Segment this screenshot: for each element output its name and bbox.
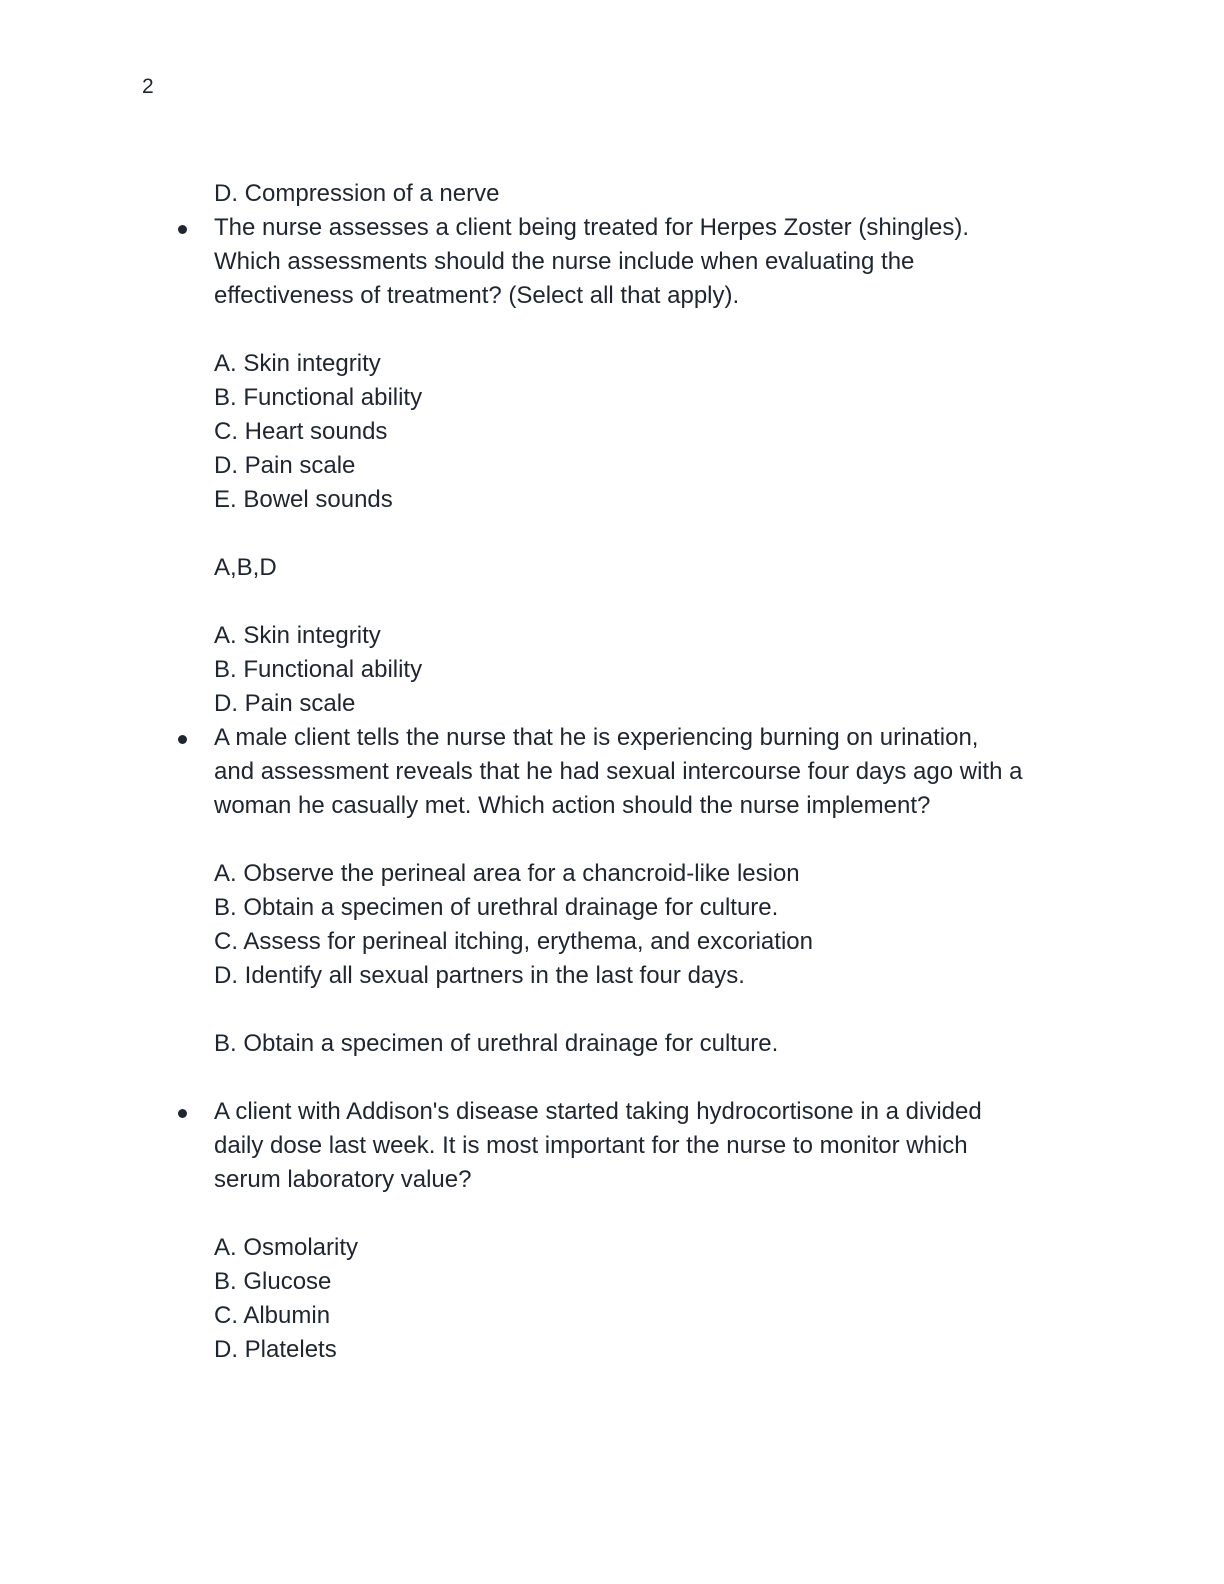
- option-line: C. Heart sounds: [214, 418, 388, 445]
- option-line: A. Observe the perineal area for a chancroid-like lesion: [214, 860, 800, 887]
- bullet-icon: [178, 735, 187, 744]
- document-body: [214, 177, 1094, 1367]
- page-number: 2: [142, 75, 154, 98]
- option-line: D. Platelets: [214, 1336, 337, 1363]
- option-line: D. Pain scale: [214, 452, 356, 479]
- answer-line: B. Obtain a specimen of urethral drainage for culture.: [214, 1030, 779, 1057]
- question-stem-line: woman he casually met. Which action should the nurse implement?: [214, 792, 931, 819]
- option-line: D. Compression of a nerve: [214, 180, 500, 207]
- option-line: D. Identify all sexual partners in the last four days.: [214, 962, 745, 989]
- bullet-icon: [178, 225, 187, 234]
- option-line: B. Functional ability: [214, 384, 423, 411]
- answer-line: A,B,D: [214, 554, 277, 581]
- option-line: A. Osmolarity: [214, 1234, 359, 1261]
- option-line: A. Skin integrity: [214, 350, 381, 377]
- question-stem-line: A client with Addison's disease started taking hydrocortisone in a divided: [214, 1098, 982, 1125]
- option-line: B. Glucose: [214, 1268, 332, 1295]
- question-stem-line: A male client tells the nurse that he is experiencing burning on urination,: [214, 724, 979, 751]
- question-stem-line: The nurse assesses a client being treated for Herpes Zoster (shingles).: [214, 214, 970, 241]
- question-stem-line: daily dose last week. It is most important for the nurse to monitor which: [214, 1132, 968, 1159]
- question-stem-line: serum laboratory value?: [214, 1166, 472, 1193]
- question-stem-line: effectiveness of treatment? (Select all that apply).: [214, 282, 740, 309]
- option-line: E. Bowel sounds: [214, 486, 393, 513]
- bullet-icon: [178, 1109, 187, 1118]
- question-1: [214, 211, 1094, 721]
- answer-detail-line: D. Pain scale: [214, 690, 356, 717]
- option-line: C. Assess for perineal itching, erythema, and excoriation: [214, 928, 813, 955]
- question-2: [214, 721, 1094, 1095]
- question-stem-line: Which assessments should the nurse include when evaluating the: [214, 248, 915, 275]
- option-line: B. Obtain a specimen of urethral drainage for culture.: [214, 894, 779, 921]
- question-3: [214, 1095, 1094, 1367]
- question-stem-line: and assessment reveals that he had sexual intercourse four days ago with a: [214, 758, 1023, 785]
- option-line: C. Albumin: [214, 1302, 331, 1329]
- answer-detail-line: B. Functional ability: [214, 656, 423, 683]
- answer-detail-line: A. Skin integrity: [214, 622, 381, 649]
